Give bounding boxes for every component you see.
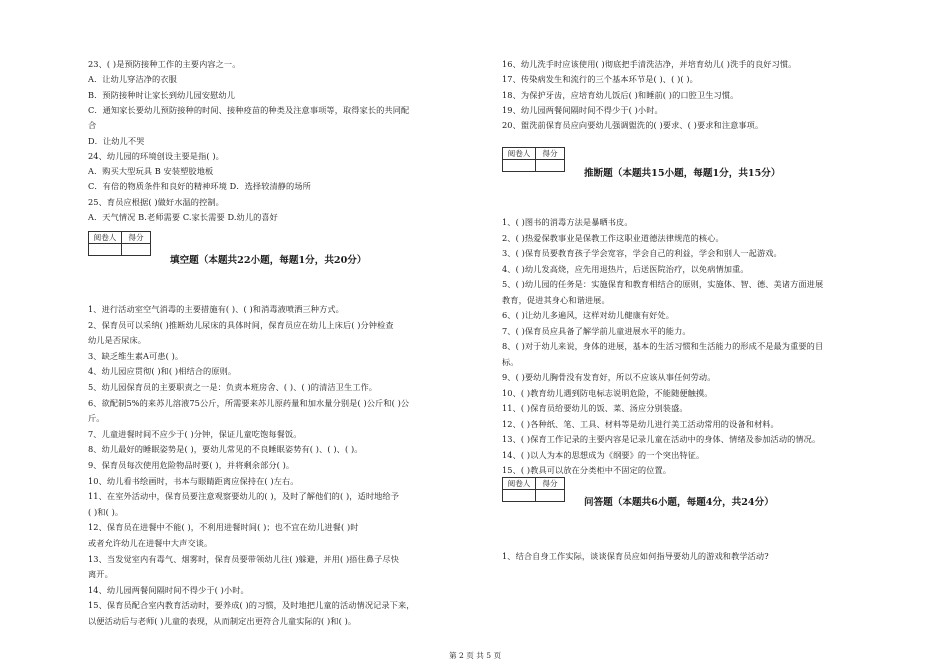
text-line: B．预防接种时让家长到幼儿园安慰幼儿 (88, 89, 236, 100)
section-title-essay: 问答题（本题共6小题，每题4分，共24分） (584, 497, 774, 508)
text-line: 15、( )教具可以放在分类柜中不固定的位置。 (502, 465, 672, 475)
text-line: 19、幼儿园两餐间隔时间不得少于( )小时。 (502, 104, 663, 115)
text-line: D．让幼儿不哭 (88, 135, 145, 146)
grader-label: 阅卷人 (503, 148, 536, 160)
text-line: 25、育员应根据( )做好水温的控制。 (88, 196, 224, 207)
section-title-judgment: 推断题（本题共15小题，每题1分，共15分） (584, 168, 781, 179)
text-line: 幼儿是否尿床。 (88, 335, 147, 346)
text-line: 8、( )对于幼儿来说，身体的进展，基本的生活习惯和生活能力的形成不是最为重要的目 (502, 341, 824, 351)
text-line: 14、( )以人为本的思想成为《纲要》的一个突出特征。 (502, 449, 705, 460)
text-line: 6、( )让幼儿多遍风，这样对幼儿健康有好处。 (502, 310, 675, 320)
score-box-judgment (502, 147, 565, 172)
text-line: 4、( )幼儿发高烧，应先用退热片，后送医院治疗，以免病情加重。 (502, 263, 749, 274)
text-line: 9、保育员每次使用危险物品时要( )，并将剩余部分( )。 (88, 460, 295, 470)
text-line: A．天气情况 B.老师需要 C.家长需要 D.幼儿的喜好 (88, 212, 278, 222)
text-line: 9、( )要幼儿胸骨没有发育好，所以不应该从事任何劳动。 (502, 372, 716, 382)
text-line: 17、传染病发生和流行的三个基本环节是( )、( )( )。 (502, 74, 698, 85)
text-line: 10、( )教育幼儿遇到防电标志说明危险，不能随便触摸。 (502, 387, 713, 398)
text-line: 4、幼儿园应贯彻( )和( )相结合的原则。 (88, 366, 237, 377)
text-line: 3、( )保育员要教育孩子学会宽容，学会自己的利益，学会和别人一起游戏。 (502, 248, 782, 258)
grader-cell (503, 490, 536, 502)
text-line: 12、保育员在进餐中不能( )，不利用进餐时间( )；也不宜在幼儿进餐( )时 (88, 522, 359, 533)
text-line: 5、幼儿园保育员的主要职责之一是：负责本班房舍、( )、( )的清洁卫生工作。 (88, 382, 378, 392)
grader-cell (503, 160, 536, 172)
text-line: 教育，促进其身心和谐进展。 (502, 294, 610, 305)
text-line: 16、幼儿洗手时应该使用( )彻底把手清洗洁净，并培育幼儿( )洗手的良好习惯。 (502, 59, 797, 69)
text-line: 13、当发觉室内有毒气、烟雾时，保育员要带领幼儿往( )躲避，并用( )捂住鼻子尽快 (88, 553, 399, 564)
text-line: 11、( )保育员给要幼儿的饭、菜、汤应分别装盛。 (502, 403, 688, 413)
text-line: 18、为保护牙齿，应培育幼儿饭后( )和睡前( )的口腔卫生习惯。 (502, 89, 739, 100)
grader-cell (89, 244, 122, 256)
text-line: ( )和( )。 (88, 506, 124, 517)
text-line: 或者允许幼儿在进餐中大声交谈。 (88, 538, 213, 548)
score-box-essay (502, 477, 565, 502)
text-line: 11、在室外活动中，保育员要注意观察要幼儿的( )，及时了解他们的( )，适时地给予 (88, 491, 399, 502)
text-line: 5、( )幼儿园的任务是：实施保育和教育相结合的原则，实施体、智、德、美诸方面进展 (502, 279, 824, 289)
text-line: 14、幼儿园两餐间隔时间不得少于( )小时。 (88, 584, 249, 595)
score-cell (536, 160, 565, 172)
score-label: 得分 (122, 232, 151, 244)
score-label: 得分 (536, 478, 565, 490)
text-line: 2、( )热爱保教事业是保教工作这职业道德法律规范的核心。 (502, 232, 724, 243)
text-line: C．通知家长要幼儿预防接种的时间、接种疫苗的种类及注意事项等，取得家长的共同配 (88, 104, 410, 115)
text-line: 以便活动后与老师( )儿童的表现，从而制定出更符合儿童实际的( )和( )。 (88, 616, 357, 626)
text-line: 1、进行活动室空气消毒的主要措施有( )、( )和消毒液喷洒三种方式。 (88, 304, 344, 314)
text-line: 13、( )保育工作记录的主要内容是记录儿童在活动中的身体、情绪及参加活动的情况。 (502, 434, 821, 444)
text-line: 15、保育员配合室内教育活动时，要养成( )的习惯，及时地把儿童的活动情况记录下来， (88, 600, 415, 611)
section-title-fill: 填空题（本题共22小题，每题1分，共20分） (170, 255, 367, 266)
text-line: 23、( )是预防接种工作的主要内容之一。 (88, 59, 241, 69)
score-cell (536, 490, 565, 502)
text-line: 2、保育员可以采纳( )推断幼儿尿床的具体时间，保育员应在幼儿上床后( )分钟检查 (88, 319, 394, 330)
text-line: 24、幼儿园的环境创设主要是指( )。 (88, 150, 224, 161)
text-line: 10、幼儿看书绘画时，书本与眼睛距离应保持在( )左右。 (88, 475, 299, 486)
score-box-fill (88, 231, 151, 256)
text-line: 离开。 (88, 569, 113, 580)
text-line: 标。 (502, 356, 519, 367)
text-line: 3、缺乏维生素A可患( )。 (88, 350, 184, 361)
text-line: A．让幼儿穿洁净的衣服 (88, 74, 177, 85)
text-line: 12、( )各种纸、笔、工具、材料等是幼儿进行美工活动常用的设备和材料。 (502, 418, 779, 429)
grader-label: 阅卷人 (89, 232, 122, 244)
text-line: A．购买大型玩具 B 安装塑胶地板 (88, 166, 214, 177)
text-line: C．有倍的物质条件和良好的精神环境 D．选择较清静的场所 (88, 181, 311, 192)
text-line: 7、( )保育员应具备了解学前儿童进展水平的能力。 (502, 325, 691, 336)
score-cell (122, 244, 151, 256)
text-line: 1、( )图书的消毒方法是暴晒书皮。 (502, 217, 633, 227)
text-line: 20、盥洗前保育员应向要幼儿强调盥洗的( )要求、( )要求和注意事项。 (502, 120, 764, 131)
score-label: 得分 (536, 148, 565, 160)
text-line: 斤。 (88, 413, 105, 424)
text-line: 合 (88, 120, 97, 131)
text-line: 7、儿童进餐时间不应少于( )分钟，保证儿童吃饱每餐饭。 (88, 428, 302, 439)
text-line: 6、欲配制5%的来苏儿溶液75公斤，所需要来苏儿原药量和加水量分别是( )公斤和( )公 (88, 397, 410, 408)
text-line: 8、幼儿最好的睡眠姿势是( )，要幼儿常见的不良睡眠姿势有( )、( )、( )。 (88, 444, 363, 455)
page-number: 第 2 页 共 5 页 (448, 651, 502, 660)
grader-label: 阅卷人 (503, 478, 536, 490)
text-line: 1、结合自身工作实际，谈谈保育员应如何指导要幼儿的游戏和教学活动? (502, 551, 769, 561)
